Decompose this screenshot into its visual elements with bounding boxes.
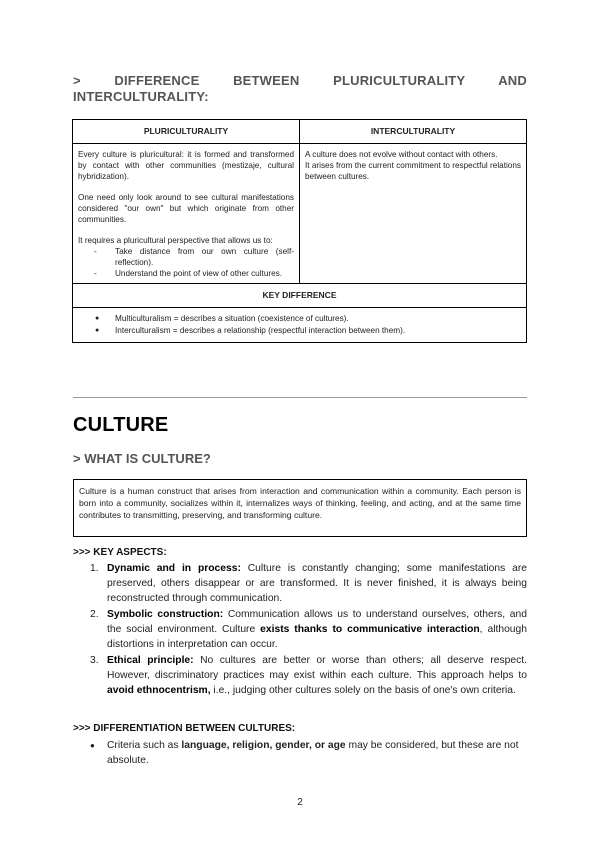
bullet-list (73, 308, 526, 342)
paragraph: Every culture is pluricultural: it is formed and transformed by contact with other communities (mestizaje, cultural hybridization). (78, 150, 294, 181)
aspect-emphasis: exists thanks to communicative interaction (260, 624, 480, 635)
list-item (90, 738, 527, 768)
list-number: 3. (90, 655, 99, 666)
table-cell-interculturality (300, 144, 527, 284)
paragraph: It requires a pluricultural perspective that allows us to: (78, 236, 273, 245)
list-item: ● Multiculturalism = describes a situation (coexistence of cultures). (95, 313, 526, 325)
definition-box: Culture is a human construct that arises from interaction and communication within a community. Each person is born into a community, socializes within it, internalizes ways of thinking, feeling, and acting, and at the same time contributes to transmitting, preserving, and transforming culture. (73, 479, 527, 537)
table-header-pluriculturality: PLURICULTURALITY (73, 120, 300, 144)
page-number: 2 (297, 797, 303, 808)
table-cell-pluriculturality (73, 144, 300, 284)
aspect-title: Dynamic and in process: (107, 563, 241, 574)
section-title-culture: CULTURE (73, 414, 169, 436)
aspect-title: Symbolic construction: (107, 609, 224, 620)
list-item (90, 561, 527, 606)
key-aspects-list (90, 561, 527, 699)
aspect-text: No cultures are better or worse than others; all deserve respect. However, discriminatory practices may exist within each culture. This approach helps to (107, 655, 527, 681)
paragraph: It arises from the current commitment to respectful relations between cultures. (305, 161, 521, 181)
key-aspects-heading: >>> KEY ASPECTS: (73, 547, 167, 558)
list-number: 1. (90, 563, 99, 574)
comparison-table (72, 119, 527, 343)
paragraph: One need only look around to see cultural manifestations considered "our own" but which originate from other communities. (78, 193, 294, 224)
list-item: - Understand the point of view of other cultures. (94, 268, 294, 279)
bullet-icon: ● (90, 741, 95, 750)
horizontal-divider (73, 397, 527, 398)
item-text: Criteria such as (107, 740, 182, 751)
table-cell-key-difference (73, 308, 527, 343)
table-header-key-difference: KEY DIFFERENCE (73, 284, 527, 308)
aspect-emphasis: avoid ethnocentrism, (107, 685, 211, 696)
list-item (90, 653, 527, 698)
aspect-text: Culture is constantly changing; some manifestations are preserved, others disappear or are transformed. It is never finished, it is always being reconstructed through communication. (107, 563, 527, 604)
section-heading-difference: > DIFFERENCE BETWEEN PLURICULTURALITY AND INTERCULTURALITY: (73, 73, 527, 104)
list-item: - Take distance from our own culture (self-reflection). (94, 246, 294, 268)
item-emphasis: language, religion, gender, or age (181, 740, 346, 751)
list-item (90, 607, 527, 652)
aspect-text: , although distortions in interpretation can occur. (107, 624, 527, 650)
dash-list (94, 246, 294, 279)
differentiation-list (90, 738, 527, 768)
paragraph: A culture does not evolve without contact with others. (305, 150, 498, 159)
aspect-title: Ethical principle: (107, 655, 194, 666)
item-text: may be considered, but these are not absolute. (107, 740, 519, 766)
table-header-interculturality: INTERCULTURALITY (300, 120, 527, 144)
aspect-text: Communication allows us to understand ourselves, others, and the social environment. Culture (107, 609, 527, 635)
differentiation-heading: >>> DIFFERENTIATION BETWEEN CULTURES: (73, 723, 296, 734)
list-number: 2. (90, 609, 99, 620)
subsection-heading-what-is-culture: > WHAT IS CULTURE? (73, 451, 211, 466)
list-item: ● Interculturalism = describes a relationship (respectful interaction between them). (95, 325, 526, 337)
aspect-text: i.e., judging other cultures solely on the basis of one's own criteria. (210, 685, 516, 696)
